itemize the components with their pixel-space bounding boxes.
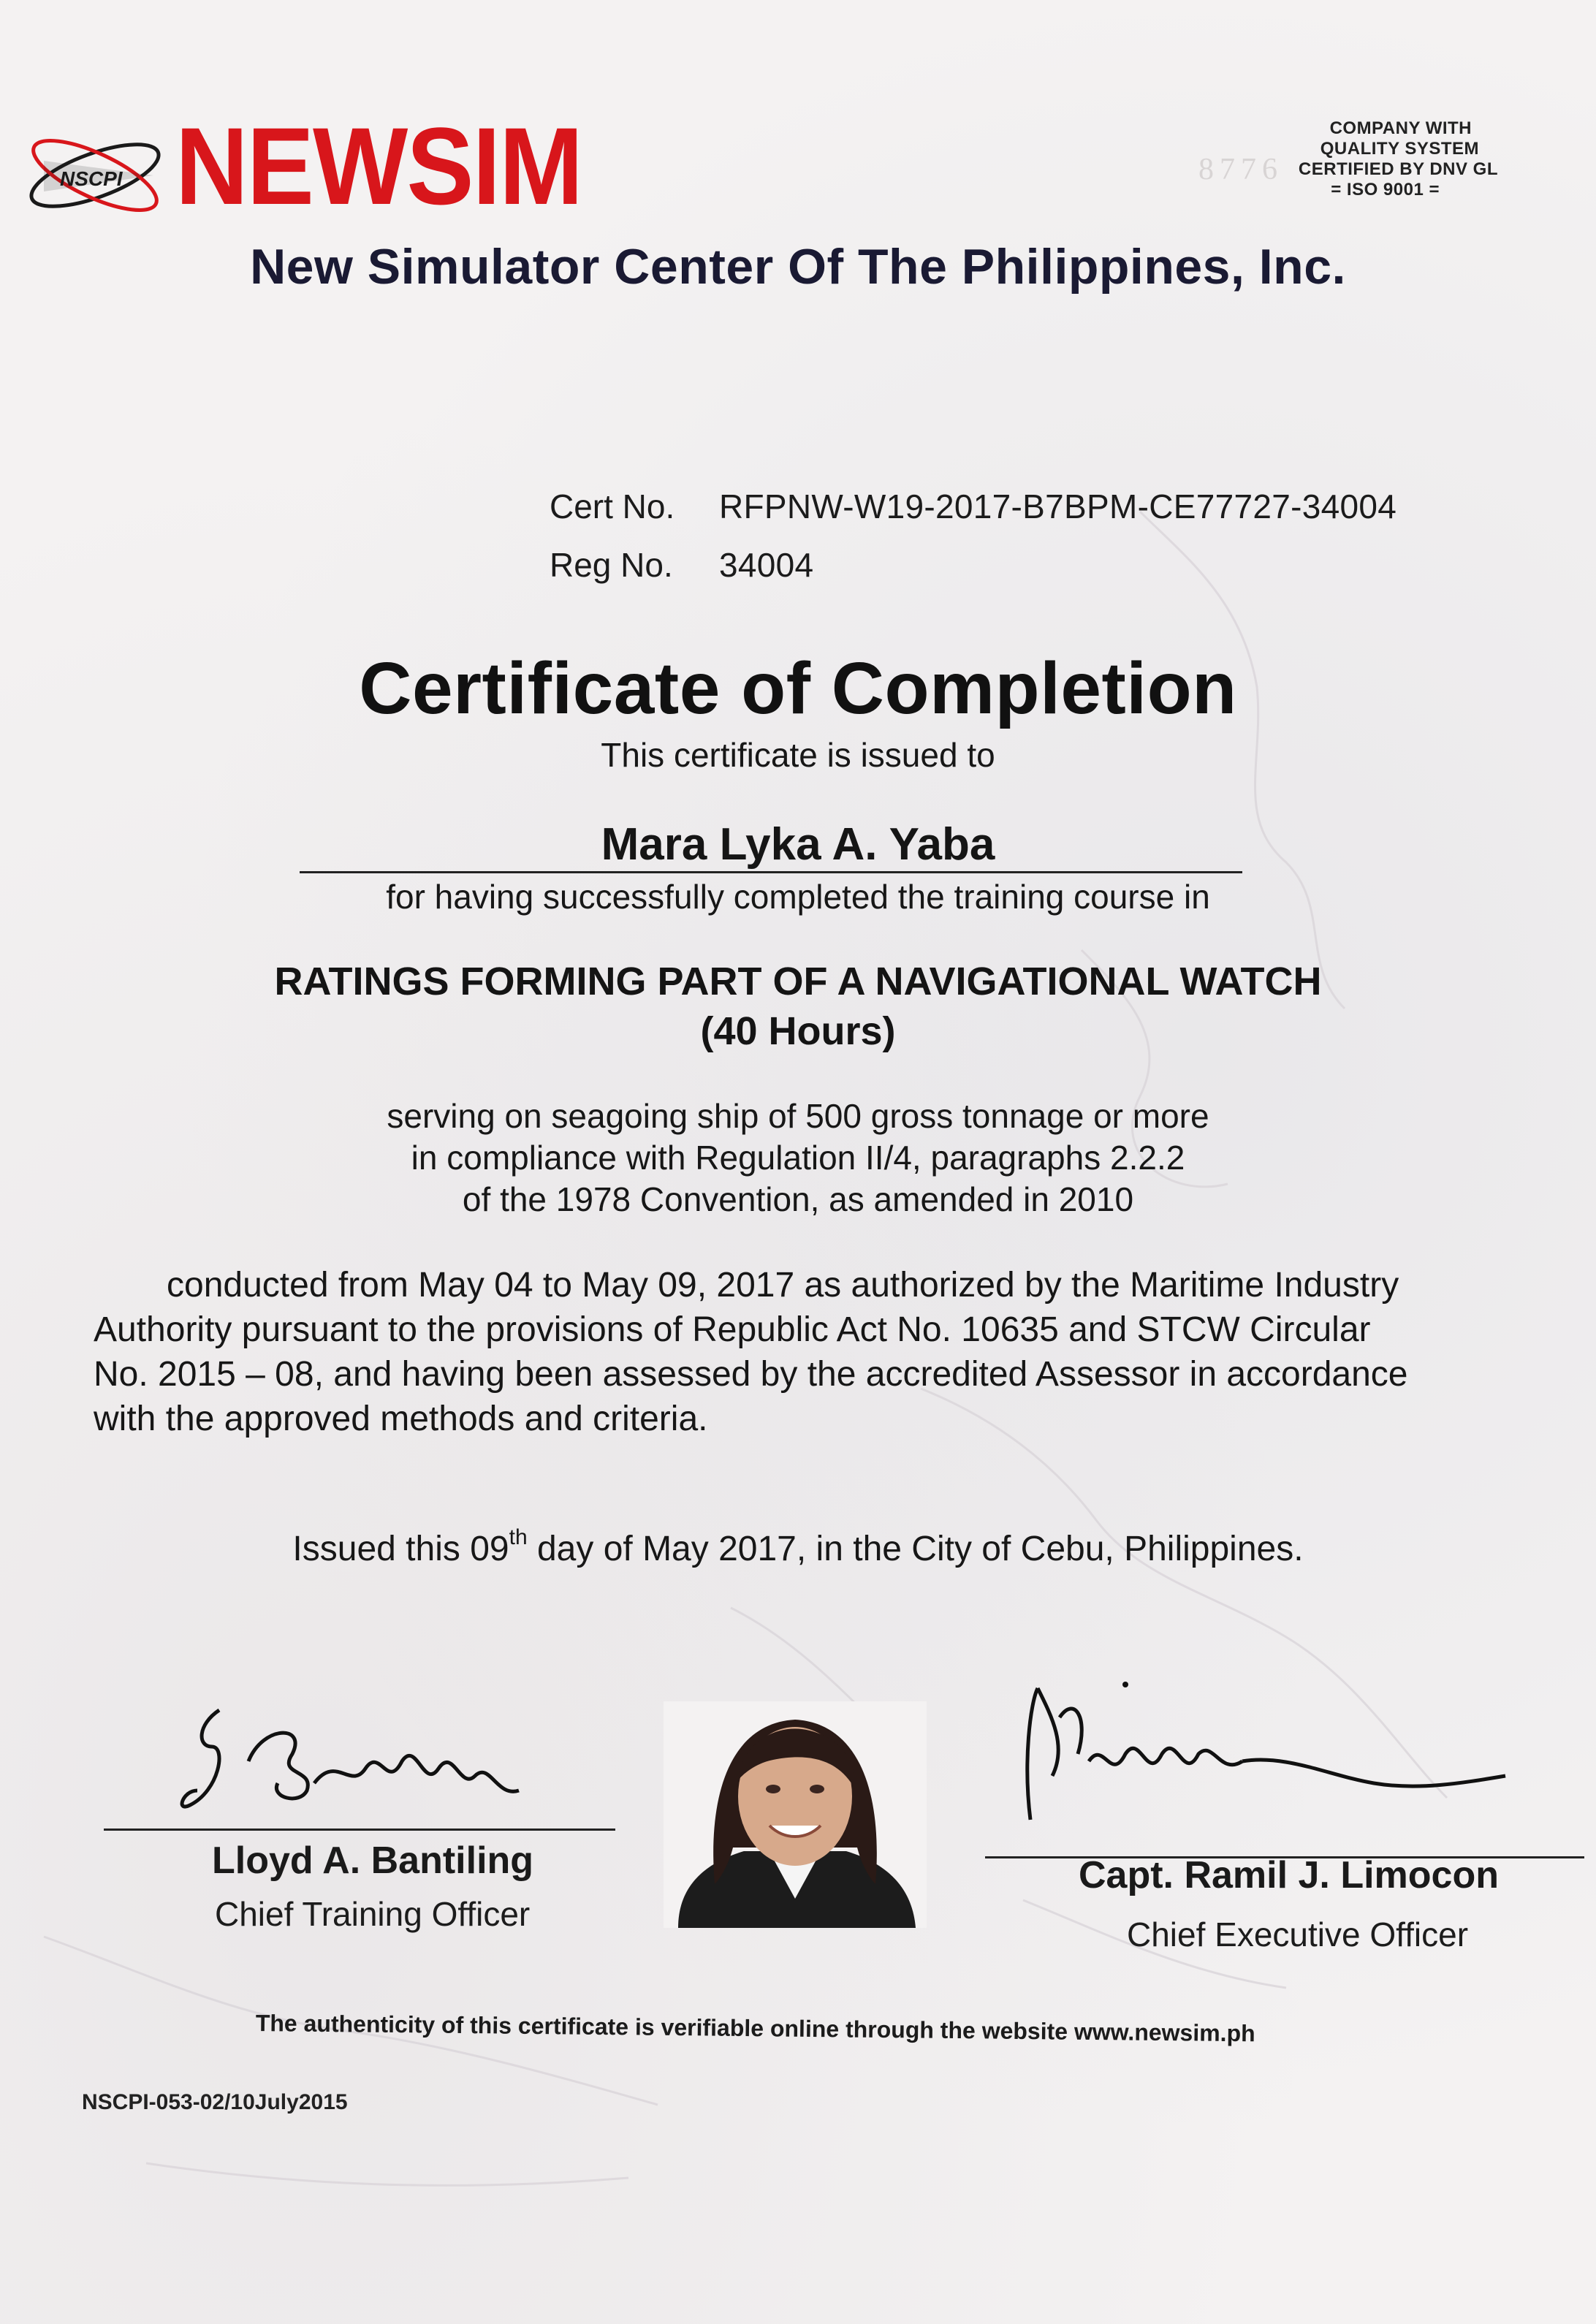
issued-prefix: Issued this 09 <box>292 1530 509 1568</box>
certificate-title: Certificate of Completion <box>359 648 1237 729</box>
course-name: RATINGS FORMING PART OF A NAVIGATIONAL WATCH <box>274 960 1322 1003</box>
iso-faded-stamp: 8776 <box>1198 153 1283 186</box>
iso-line: = ISO 9001 = <box>1331 180 1440 200</box>
reg-no-value: 34004 <box>719 546 814 584</box>
issued-line <box>0 1525 1596 1569</box>
cert-no-value: RFPNW-W19-2017-B7BPM-CE77727-34004 <box>719 487 1397 525</box>
form-code: NSCPI-053-02/10July2015 <box>82 2090 348 2114</box>
compliance-line: in compliance with Regulation II/4, paragraphs 2.2.2 <box>411 1139 1185 1177</box>
body-line: No. 2015 – 08, and having been assessed by the accredited Assessor in accordance <box>94 1355 1408 1394</box>
iso-line: COMPANY WITH <box>1329 118 1472 138</box>
recipient-photo <box>664 1701 927 1928</box>
company-name: New Simulator Center Of The Philippines, Inc. <box>250 239 1346 295</box>
iso-certification-block <box>1198 117 1535 212</box>
nscpi-emblem-icon <box>22 132 175 219</box>
signatory-name-left: Lloyd A. Bantiling <box>212 1839 534 1882</box>
issued-to-text: This certificate is issued to <box>601 736 995 774</box>
recipient-underline <box>300 871 1242 873</box>
signature-right-mark <box>1008 1674 1520 1842</box>
signatory-title-right: Chief Executive Officer <box>1127 1915 1469 1953</box>
compliance-line: serving on seagoing ship of 500 gross tonnage or more <box>387 1097 1209 1135</box>
reg-no-label: Reg No. <box>550 546 673 584</box>
completed-line: for having successfully completed the training course in <box>386 878 1210 916</box>
body-line: with the approved methods and criteria. <box>94 1400 708 1438</box>
nscpi-badge-text: NSCPI <box>60 167 123 190</box>
signature-left-mark <box>168 1681 533 1827</box>
iso-line: CERTIFIED BY DNV GL <box>1298 159 1498 179</box>
course-hours: (40 Hours) <box>700 1009 896 1053</box>
body-line: conducted from May 04 to May 09, 2017 as authorized by the Maritime Industry <box>167 1266 1399 1305</box>
compliance-line: of the 1978 Convention, as amended in 2010 <box>462 1180 1134 1218</box>
authenticity-note: The authenticity of this certificate is verifiable online through the website www.newsim.ph <box>255 2010 1255 2047</box>
iso-line: QUALITY SYSTEM <box>1320 139 1479 159</box>
signature-line-left <box>104 1829 615 1831</box>
brand-wordmark: NEWSIM <box>175 105 582 227</box>
issued-rest: day of May 2017, in the City of Cebu, Philippines. <box>527 1530 1304 1568</box>
recipient-name: Mara Lyka A. Yaba <box>601 819 995 870</box>
signatory-title-left: Chief Training Officer <box>215 1895 531 1933</box>
signatory-name-right: Capt. Ramil J. Limocon <box>1079 1854 1499 1896</box>
body-paragraph <box>94 1263 1482 1441</box>
cert-no-label: Cert No. <box>550 487 675 525</box>
body-line: Authority pursuant to the provisions of Republic Act No. 10635 and STCW Circular <box>94 1310 1371 1349</box>
issued-ordinal: th <box>509 1525 528 1549</box>
newsim-logo <box>22 105 665 227</box>
